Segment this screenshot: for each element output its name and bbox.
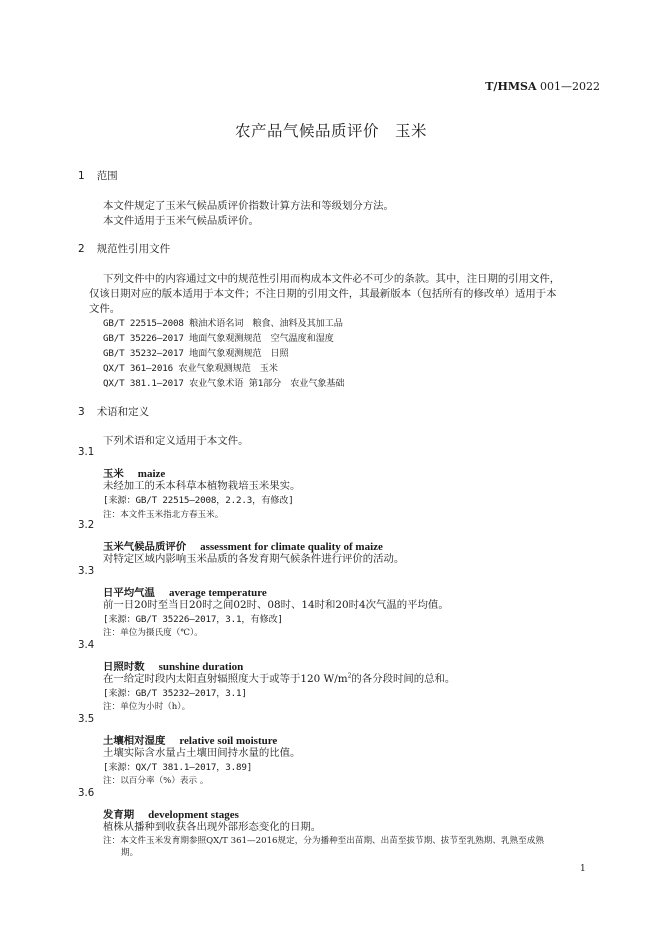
term-source: [来源：GB/T 35226—2017，3.1，有修改] [103, 614, 283, 625]
reference-item: QX/T 381.1—2017 农业气象术语 第1部分 农业气象基础 [103, 378, 345, 389]
reference-item: GB/T 35226—2017 地面气象观测规范 空气温度和湿度 [103, 333, 334, 344]
page-number: 1 [580, 864, 586, 874]
standard-code [485, 80, 600, 93]
section-1-heading [78, 168, 118, 183]
superscript: 2 [347, 672, 352, 680]
paragraph: 本文件适用于玉米气候品质评价。 [103, 215, 259, 227]
paragraph-line: 文件。 [89, 303, 121, 315]
term-en: assessment for climate quality of maize [200, 541, 383, 553]
term-cn: 日照时数 [103, 661, 145, 673]
standard-code-prefix: T/HMSA [485, 80, 537, 93]
term-definition: 未经加工的禾本科草本植物栽培玉米果实。 [103, 480, 301, 492]
term-number: 3.4 [78, 640, 95, 651]
reference-item: QX/T 361—2016 农业气象观测规范 玉米 [103, 363, 278, 374]
reference-item: GB/T 35232—2017 地面气象观测规范 日照 [103, 348, 289, 359]
term-source: [来源：GB/T 22515—2008，2.2.3，有修改] [103, 495, 294, 506]
term-en: average temperature [168, 587, 267, 599]
paragraph-line: 下列文件中的内容通过文中的规范性引用而构成本文件必不可少的条款。其中，注日期的引用文件， [103, 273, 561, 285]
paragraph: 本文件规定了玉米气候品质评价指数计算方法和等级划分方法。 [103, 200, 394, 212]
term-en: relative soil moisture [179, 735, 278, 747]
term-cn: 发育期 [103, 809, 135, 821]
term-note: 注：单位为小时（h）。 [103, 702, 191, 712]
term-note: 注：以百分率（%）表示 。 [103, 776, 209, 786]
definition-text: 在一给定时段内太阳直射辐照度大于或等于120 W/m [103, 673, 348, 685]
section-title: 范围 [96, 170, 118, 182]
term-definition: 土壤实际含水量占土壤田间持水量的比值。 [103, 747, 301, 759]
reference-item: GB/T 22515—2008 粮油术语名词 粮食、油料及其加工品 [103, 318, 343, 329]
section-2-heading [78, 241, 170, 256]
term-note: 注：本文件玉米指北方春玉米。 [103, 510, 224, 520]
term-cn: 土壤相对湿度 [103, 735, 166, 747]
term-source: [来源：GB/T 35232—2017，3.1] [103, 688, 247, 699]
paragraph: 下列术语和定义适用于本文件。 [103, 435, 249, 447]
term-cn: 玉米 [103, 468, 124, 480]
term-en: maize [137, 468, 166, 480]
term-number: 3.2 [78, 520, 95, 531]
term-definition: 植株从播种到收获各出现外部形态变化的日期。 [103, 821, 322, 833]
term-source: [来源：QX/T 381.1—2017，3.89] [103, 762, 253, 773]
term-definition: 对特定区域内影响玉米品质的各发育期气候条件进行评价的活动。 [103, 553, 405, 565]
term-en: development stages [148, 809, 239, 821]
term-note-continuation: 期。 [121, 848, 139, 858]
term-cn: 日平均气温 [103, 587, 155, 599]
term-definition: 前一日20时至当日20时之间02时、08时、14时和20时4次气温的平均值。 [103, 599, 449, 611]
section-title: 术语和定义 [96, 406, 150, 418]
document-title: 农产品气候品质评价 玉米 [234, 122, 427, 140]
definition-text: 的各分段时间的总和。 [351, 673, 456, 685]
section-title: 规范性引用文件 [96, 243, 171, 255]
term-note: 注：本文件玉米发育期参照QX/T 361—2016规定，分为播种至出苗期、出苗至拔节期、拔节至乳熟期、乳熟至成熟 [103, 836, 544, 846]
term-en: sunshine duration [158, 661, 244, 673]
section-number: 3 [78, 406, 85, 418]
paragraph-line: 仅该日期对应的版本适用于本文件；不注日期的引用文件，其最新版本（包括所有的修改单）适用于本 [89, 288, 557, 300]
section-number: 2 [78, 243, 85, 255]
section-number: 1 [78, 170, 85, 182]
standard-code-number: 001—2022 [540, 80, 600, 93]
term-definition [103, 670, 455, 685]
section-3-heading [78, 404, 149, 419]
term-number: 3.6 [78, 788, 95, 799]
term-number: 3.1 [78, 447, 95, 458]
term-note: 注：单位为摄氏度（℃）。 [103, 628, 203, 638]
term-cn: 玉米气候品质评价 [103, 541, 187, 553]
term-number: 3.3 [78, 566, 95, 577]
term-number: 3.5 [78, 714, 95, 725]
